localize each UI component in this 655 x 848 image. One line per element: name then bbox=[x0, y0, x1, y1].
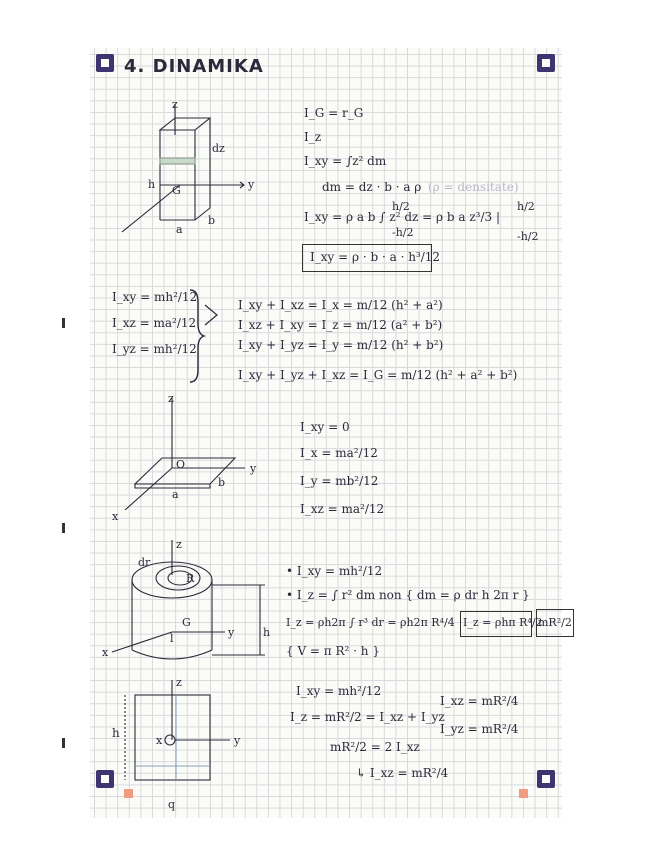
eq-line: I_z bbox=[304, 130, 322, 144]
cylinder-diagram bbox=[112, 540, 265, 659]
axis-label-x: x bbox=[112, 510, 119, 523]
label-h: h bbox=[148, 178, 156, 191]
limit-bottom: -h/2 bbox=[517, 230, 539, 243]
axis-label-y: y bbox=[250, 462, 257, 475]
plate-diagram bbox=[125, 398, 245, 510]
label-O: O bbox=[176, 458, 186, 471]
eq-line: • I_xy = mh²/12 bbox=[286, 564, 383, 578]
eq-result: I_xy = ρ · b · a · h³/12 bbox=[310, 250, 441, 264]
eq-line: I_xy = 0 bbox=[300, 420, 350, 434]
eq-line: I_xy = ∫z² dm bbox=[304, 154, 387, 168]
label-b: b bbox=[218, 476, 226, 489]
eq-line: dm = dz · b · a ρ bbox=[322, 180, 422, 194]
eq-line: I_xy = mh²/12 bbox=[296, 684, 382, 698]
eq-line: I_z = mR²/2 = I_xz + I_yz bbox=[290, 710, 445, 724]
label-b: b bbox=[208, 214, 216, 227]
axis-label-z: z bbox=[176, 676, 182, 689]
prism-diagram bbox=[122, 104, 244, 232]
eq-right: I_xy + I_yz = I_y = m/12 (h² + b²) bbox=[238, 338, 444, 352]
label-h: h bbox=[112, 726, 120, 740]
eq-line: I_z = ρh2π ∫ r³ dr = ρh2π R⁴/4 bbox=[286, 616, 455, 629]
eq-left: I_yz = mh²/12 bbox=[112, 342, 197, 356]
label-h: h bbox=[263, 626, 271, 639]
axis-label-z: z bbox=[172, 98, 178, 111]
eq-line: mR²/2 = 2 I_xz bbox=[330, 740, 420, 754]
limit-top: h/2 bbox=[517, 200, 535, 213]
eq-note: (ρ = densitate) bbox=[428, 180, 519, 194]
eq-sum: I_xy + I_yz + I_xz = I_G = m/12 (h² + a² + b²) bbox=[238, 368, 518, 382]
eq-boxed: mR²/2 bbox=[538, 616, 572, 629]
label-q: q bbox=[168, 798, 176, 811]
label-dz: dz bbox=[212, 142, 225, 155]
label-dr: dr bbox=[138, 556, 151, 569]
label-R: R bbox=[186, 572, 195, 585]
axis-label-y: y bbox=[228, 626, 235, 639]
axis-label-x: x bbox=[102, 646, 109, 659]
eq-line: I_xz = ma²/12 bbox=[300, 502, 385, 516]
eq-right: I_xy + I_xz = I_x = m/12 (h² + a²) bbox=[238, 298, 443, 312]
eq-line: { V = π R² · h } bbox=[286, 644, 380, 658]
axis-label-x: x bbox=[156, 734, 163, 747]
eq-branch: I_xz = mR²/4 bbox=[440, 694, 519, 708]
limit-top: h/2 bbox=[392, 200, 410, 213]
eq-boxed: I_z = ρhπ R⁴/2 bbox=[463, 616, 543, 629]
limit-bottom: -h/2 bbox=[392, 226, 414, 239]
cylinder-section-diagram bbox=[125, 680, 230, 780]
label-a: a bbox=[172, 488, 179, 501]
eq-line: I_y = mb²/12 bbox=[300, 474, 379, 488]
eq-line: I_G = r_G bbox=[304, 106, 364, 120]
eq-line: I_xy = ρ a b ∫ z² dz = ρ b a z³/3 | bbox=[304, 210, 501, 224]
eq-right: I_xz + I_xy = I_z = m/12 (a² + b²) bbox=[238, 318, 443, 332]
axis-label-y: y bbox=[234, 734, 241, 747]
eq-line: ↳ I_xz = mR²/4 bbox=[356, 766, 449, 780]
eq-left: I_xz = ma²/12 bbox=[112, 316, 197, 330]
label-a: a bbox=[176, 223, 183, 236]
eq-left: I_xy = mh²/12 bbox=[112, 290, 198, 304]
eq-branch: I_yz = mR²/4 bbox=[440, 722, 519, 736]
page-title: 4. DINAMIKA bbox=[124, 56, 264, 77]
axis-label-z: z bbox=[168, 392, 174, 405]
label-G: G bbox=[182, 616, 191, 629]
label-G: G bbox=[172, 184, 181, 197]
label-l: l bbox=[170, 632, 174, 645]
eq-line: • I_z = ∫ r² dm non { dm = ρ dr h 2π r } bbox=[286, 588, 530, 602]
eq-line: I_x = ma²/12 bbox=[300, 446, 378, 460]
axis-label-y: y bbox=[248, 178, 255, 191]
axis-label-z: z bbox=[176, 538, 182, 551]
